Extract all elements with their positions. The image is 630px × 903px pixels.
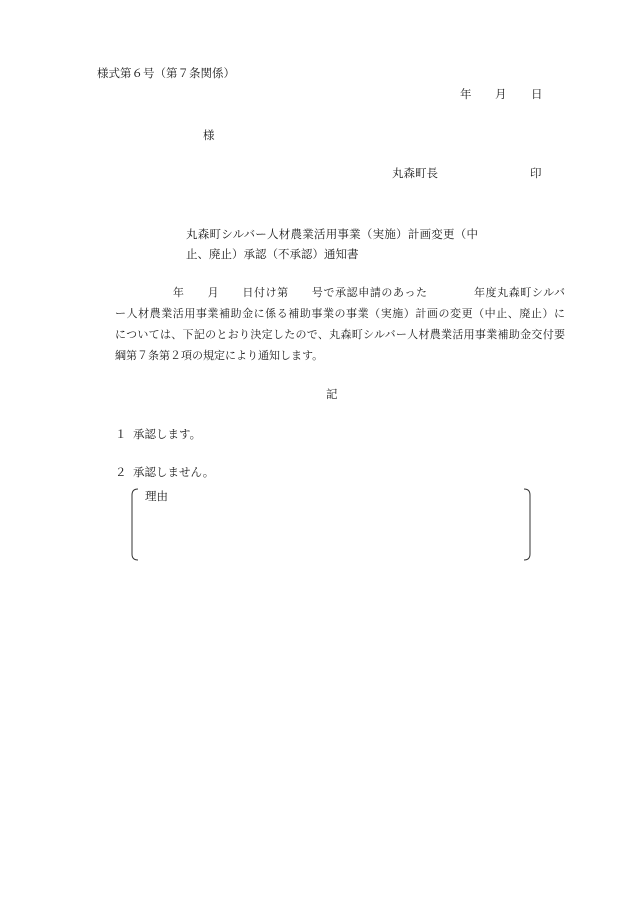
form-number: 様式第６号（第７条関係）: [97, 66, 235, 80]
date-year-label: 年: [460, 87, 472, 101]
body-line: ー人材農業活用事業補助金に係る補助事業の事業（実施）計画の変更（中止、廃止）に: [115, 307, 565, 320]
item-disapprove-text: 承認しません。: [133, 465, 215, 479]
body-line: については、下記のとおり決定したので、丸森町シルバー人材農業活用事業補助金交付要: [115, 328, 565, 341]
right-bracket: [524, 489, 530, 560]
body-paragraph: [115, 286, 565, 370]
item-number: １: [115, 427, 127, 441]
reason-bracket-box: [128, 486, 534, 564]
date-month-label: 月: [495, 87, 507, 101]
date-day-label: 日: [531, 87, 543, 101]
addressee-honorific: 様: [203, 128, 215, 142]
body-line: 年 月 日付け第 号で承認申請のあった 年度丸森町シルバ: [115, 286, 565, 299]
document-title-line1: 丸森町シルバー人材農業活用事業（実施）計画変更（中: [186, 227, 478, 241]
document-title-line2: 止、廃止）承認（不承認）通知書: [186, 247, 359, 261]
record-heading: 記: [326, 387, 338, 401]
seal-mark: 印: [530, 166, 542, 180]
body-line: 綱第７条第２項の規定により通知します。: [115, 349, 324, 362]
sender-name: 丸森町長: [392, 166, 438, 180]
reason-label: 理由: [145, 489, 168, 503]
item-approve-text: 承認します。: [133, 427, 202, 441]
item-number: ２: [115, 465, 127, 479]
left-bracket: [132, 489, 138, 560]
